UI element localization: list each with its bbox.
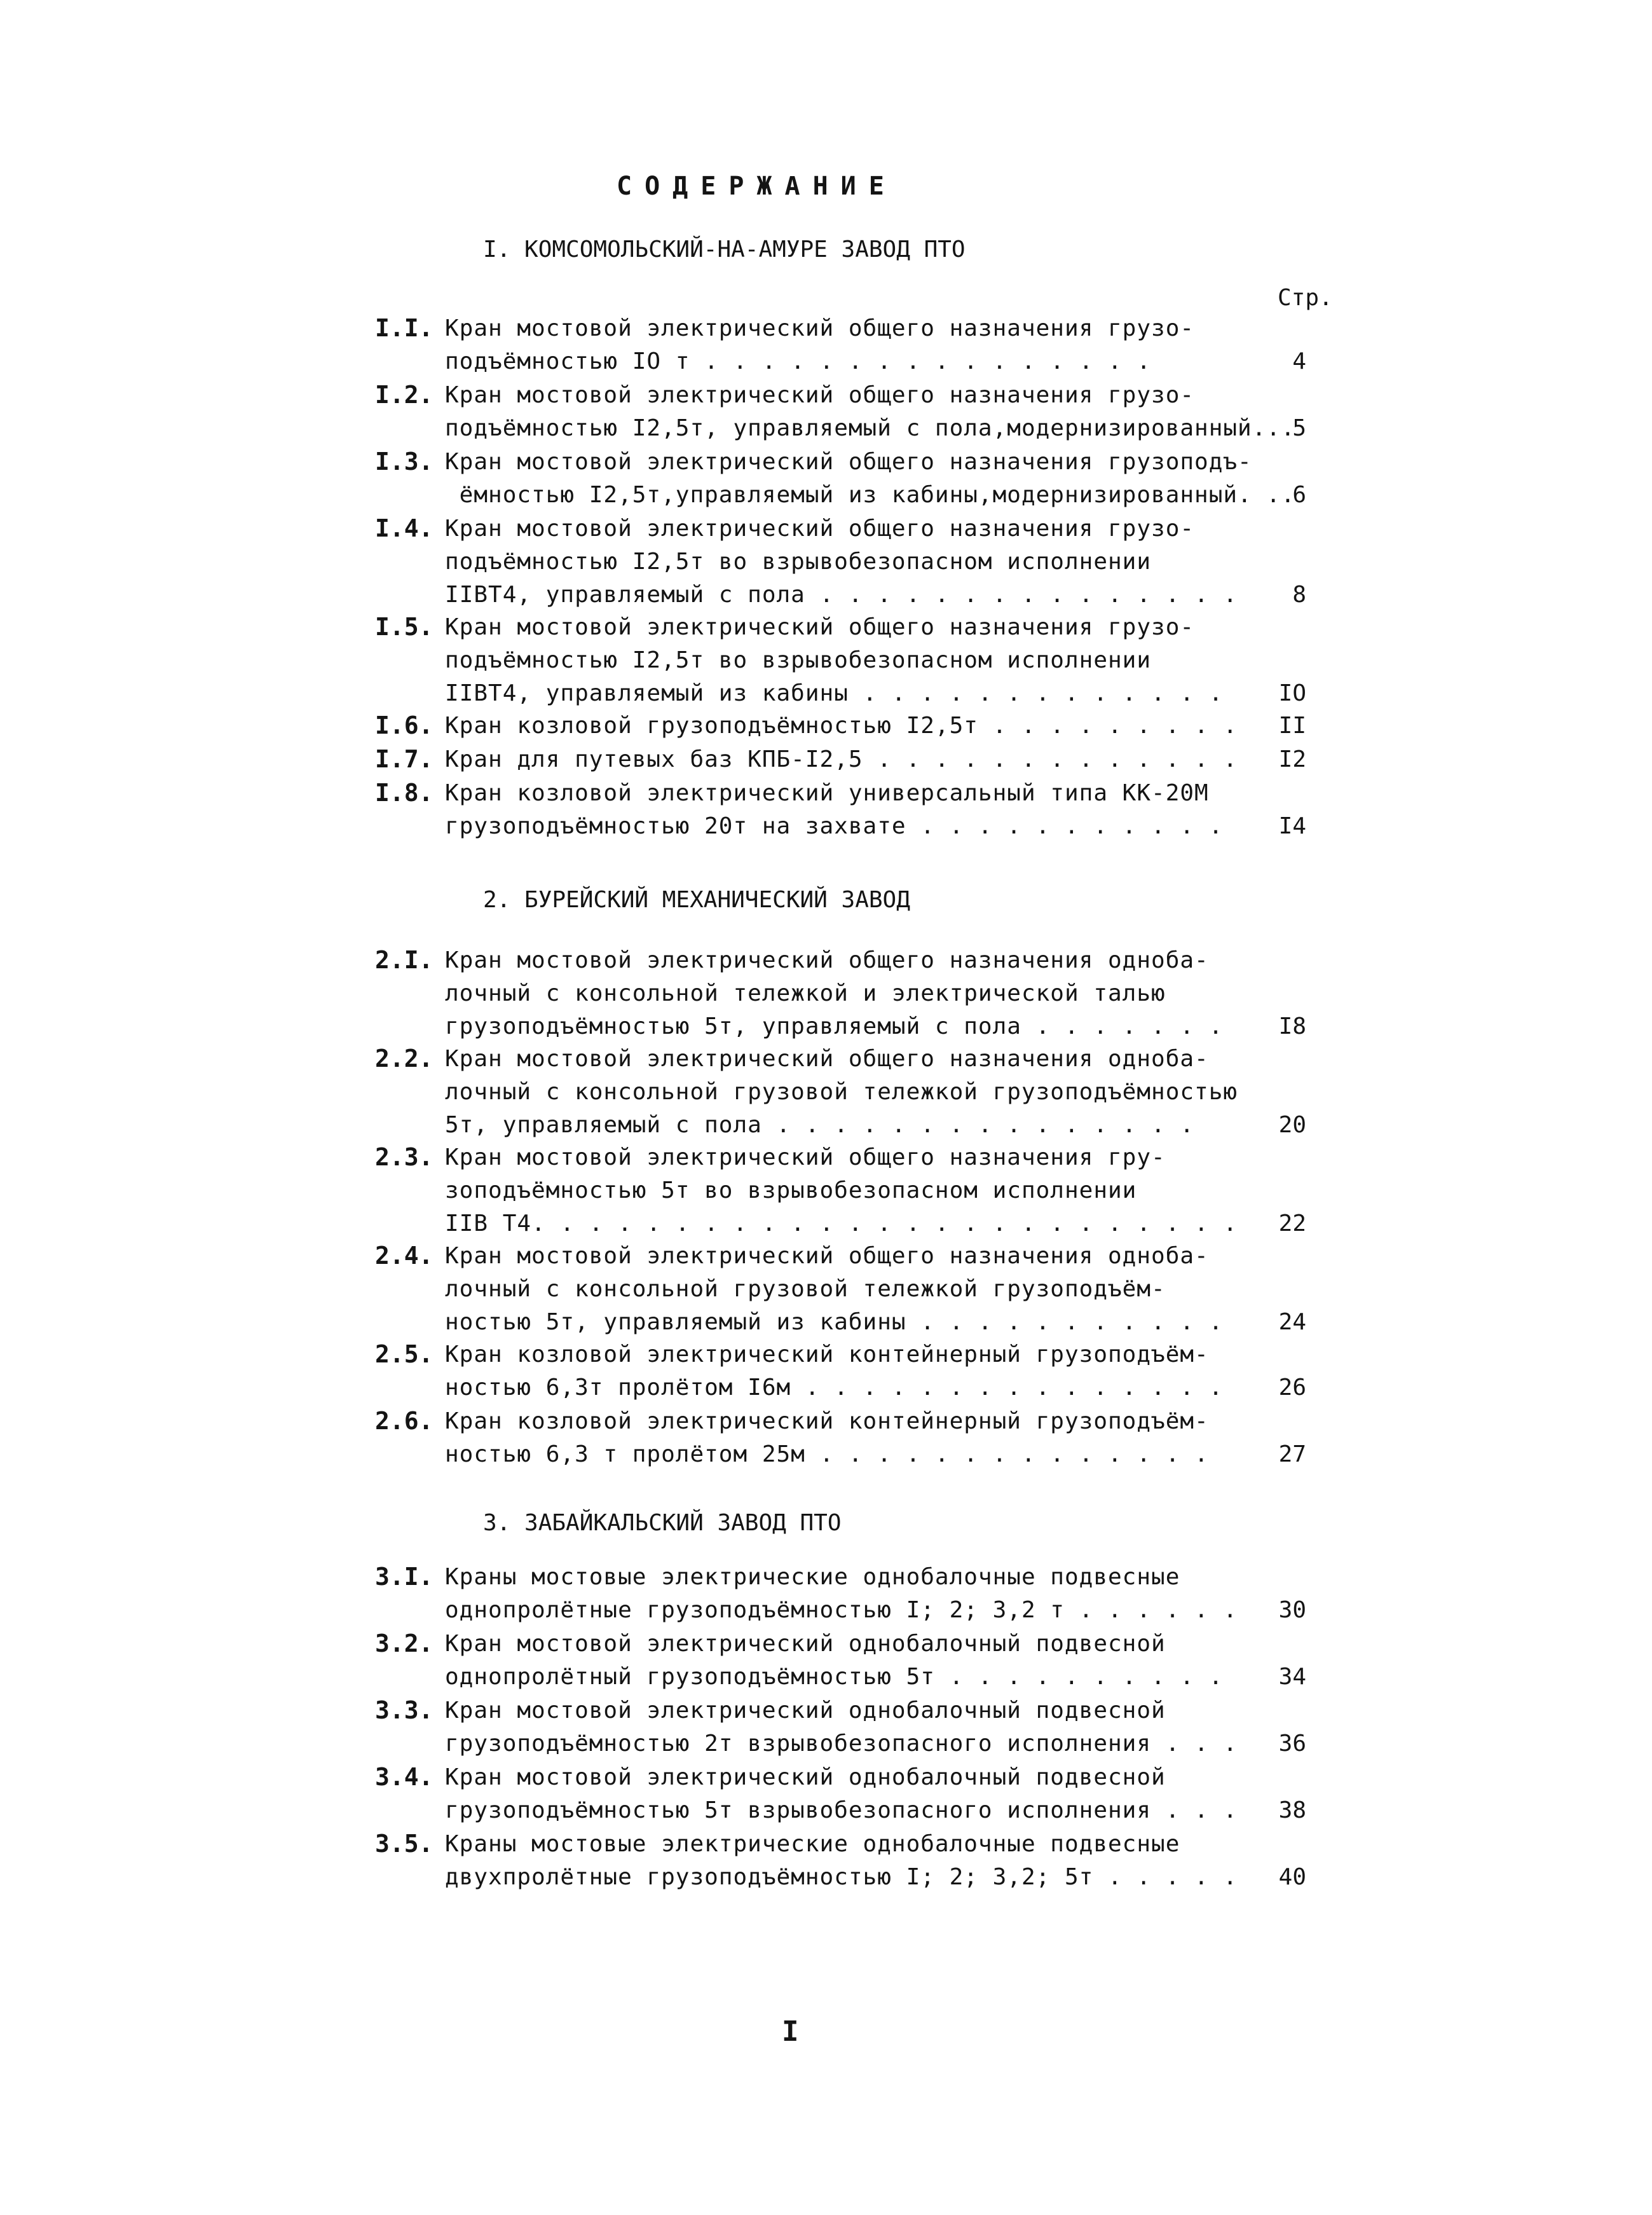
toc-item-text: Кран козловой электрический универсальный типа КК-20М bbox=[445, 780, 1209, 806]
toc-item-page: II bbox=[1278, 713, 1306, 739]
toc-item-text: Кран мостовой электрический общего назначения гру- bbox=[445, 1144, 1166, 1170]
toc-item-text: Кран мостовой электрический общего назначения грузо- bbox=[445, 382, 1195, 408]
toc-item-text: грузоподъёмностью 5т взрывобезопасного исполнения . . . bbox=[445, 1797, 1238, 1823]
toc-item-text: Кран мостовой электрический общего назначения грузо- bbox=[445, 614, 1195, 640]
toc-item-text: однопролётный грузоподъёмностью 5т . . . . . . . . . . bbox=[445, 1664, 1224, 1690]
toc-item-text: ёмностью I2,5т,управляемый из кабины,модернизированный. .. bbox=[445, 482, 1295, 508]
toc-item-number: 2.3. bbox=[375, 1143, 433, 1171]
toc-item-text: лочный с консольной грузовой тележкой грузоподъёмностью bbox=[445, 1079, 1238, 1105]
toc-item-page: I2 bbox=[1278, 746, 1306, 772]
toc-item-text: ностью 6,3т пролётом I6м . . . . . . . . . . . . . . . bbox=[445, 1375, 1224, 1401]
toc-item-page: 20 bbox=[1278, 1112, 1306, 1138]
toc-item-text: Кран мостовой электрический общего назначения грузо- bbox=[445, 516, 1195, 542]
toc-item-text: Кран мостовой электрический общего назначения грузоподъ- bbox=[445, 449, 1252, 475]
toc-item-text: подъёмностью IO т . . . . . . . . . . . . . . . . bbox=[445, 348, 1152, 374]
toc-item-number: 3.4. bbox=[375, 1763, 433, 1791]
toc-item-page: 26 bbox=[1278, 1375, 1306, 1401]
toc-item-text: ностью 5т, управляемый из кабины . . . . . . . . . . . bbox=[445, 1309, 1224, 1335]
toc-item-text: Кран мостовой электрический однобалочный подвесной bbox=[445, 1631, 1166, 1657]
toc-item-text: IIВ Т4. . . . . . . . . . . . . . . . . . . . . . . . . bbox=[445, 1210, 1238, 1237]
toc-item-text: Кран козловой грузоподъёмностью I2,5т . . . . . . . . . bbox=[445, 713, 1238, 739]
toc-item-text: Кран мостовой электрический общего назначения однобa- bbox=[445, 1243, 1209, 1269]
toc-item-number: 3.2. bbox=[375, 1629, 433, 1657]
toc-item-page: 5 bbox=[1292, 415, 1306, 441]
toc-item-text: Кран мостовой электрический однобалочный подвесной bbox=[445, 1764, 1166, 1790]
toc-item-number: 2.2. bbox=[375, 1045, 433, 1073]
toc-item-page: IO bbox=[1278, 680, 1306, 706]
toc-item-text: лочный с консольной тележкой и электрической талью bbox=[445, 980, 1166, 1006]
toc-item-text: грузоподъёмностью 5т, управляемый с пола . . . . . . . bbox=[445, 1013, 1224, 1039]
toc-item-number: 3.3. bbox=[375, 1696, 433, 1724]
toc-item-text: IIВТ4, управляемый с пола . . . . . . . . . . . . . . . bbox=[445, 582, 1238, 608]
toc-item-text: подъёмностью I2,5т, управляемый с пола,модернизированный... bbox=[445, 415, 1295, 441]
toc-item-page: 22 bbox=[1278, 1210, 1306, 1237]
toc-item-text: Кран мостовой электрический однобалочный подвесной bbox=[445, 1697, 1166, 1724]
page-title: СОДЕРЖАНИЕ bbox=[617, 172, 897, 201]
section-heading: 2. БУРЕЙСКИЙ МЕХАНИЧЕСКИЙ ЗАВОД bbox=[483, 887, 910, 913]
toc-item-page: I4 bbox=[1278, 813, 1306, 839]
toc-item-page: 8 bbox=[1292, 582, 1306, 608]
toc-item-page: 40 bbox=[1278, 1864, 1306, 1890]
toc-item-number: I.3. bbox=[375, 448, 433, 476]
toc-item-page: 38 bbox=[1278, 1797, 1306, 1823]
toc-item-text: Кран мостовой электрический общего назначения грузо- bbox=[445, 315, 1195, 341]
toc-item-number: 3.I. bbox=[375, 1563, 433, 1591]
toc-item-text: зоподъёмностью 5т во взрывобезопасном исполнении bbox=[445, 1177, 1137, 1204]
toc-item-text: подъёмностью I2,5т во взрывобезопасном исполнении bbox=[445, 647, 1152, 673]
section-heading: 3. ЗАБАЙКАЛЬСКИЙ ЗАВОД ПТО bbox=[483, 1510, 842, 1536]
toc-item-text: ностью 6,3 т пролётом 25м . . . . . . . . . . . . . . bbox=[445, 1441, 1209, 1467]
toc-item-page: 6 bbox=[1292, 482, 1306, 508]
toc-item-page: 34 bbox=[1278, 1664, 1306, 1690]
toc-item-text: Кран для путевых баз КПБ-I2,5 . . . . . . . . . . . . . bbox=[445, 746, 1238, 772]
toc-item-page: 36 bbox=[1278, 1731, 1306, 1757]
toc-item-text: IIВТ4, управляемый из кабины . . . . . . . . . . . . . bbox=[445, 680, 1224, 706]
toc-item-number: I.7. bbox=[375, 745, 433, 773]
toc-item-number: 2.I. bbox=[375, 946, 433, 974]
toc-item-number: I.5. bbox=[375, 613, 433, 641]
toc-item-text: однопролётные грузоподъёмностью I; 2; 3,2 т . . . . . . bbox=[445, 1597, 1238, 1623]
toc-item-text: Кран мостовой электрический общего назначения однобa- bbox=[445, 947, 1209, 973]
toc-item-text: лочный с консольной грузовой тележкой грузоподъём- bbox=[445, 1276, 1166, 1302]
toc-item-page: 24 bbox=[1278, 1309, 1306, 1335]
toc-item-page: I8 bbox=[1278, 1013, 1306, 1039]
toc-item-text: Краны мостовые электрические однобалочные подвесные bbox=[445, 1564, 1180, 1590]
section-heading: I. КОМСОМОЛЬСКИЙ-НА-АМУРЕ ЗАВОД ПТО bbox=[483, 237, 966, 263]
toc-item-text: Кран козловой электрический контейнерный грузоподъём- bbox=[445, 1408, 1209, 1434]
toc-item-number: 2.6. bbox=[375, 1407, 433, 1435]
toc-item-text: подъёмностью I2,5т во взрывобезопасном исполнении bbox=[445, 549, 1152, 575]
toc-item-page: 4 bbox=[1292, 348, 1306, 374]
toc-item-text: грузоподъёмностью 20т на захвате . . . . . . . . . . . bbox=[445, 813, 1224, 839]
toc-item-number: I.I. bbox=[375, 314, 433, 342]
toc-item-number: 3.5. bbox=[375, 1830, 433, 1858]
page-column-label: Стр. bbox=[1278, 285, 1333, 311]
toc-item-number: 2.4. bbox=[375, 1242, 433, 1270]
toc-item-number: I.4. bbox=[375, 514, 433, 542]
toc-item-page: 30 bbox=[1278, 1597, 1306, 1623]
toc-item-text: двухпролётные грузоподъёмностью I; 2; 3,2; 5т . . . . . bbox=[445, 1864, 1238, 1890]
toc-item-text: грузоподъёмностью 2т взрывобезопасного исполнения . . . bbox=[445, 1731, 1238, 1757]
toc-item-page: 27 bbox=[1278, 1441, 1306, 1467]
toc-item-number: I.8. bbox=[375, 779, 433, 807]
toc-item-text: 5т, управляемый с пола . . . . . . . . . . . . . . . bbox=[445, 1112, 1195, 1138]
toc-item-text: Кран козловой электрический контейнерный грузоподъём- bbox=[445, 1341, 1209, 1368]
toc-item-text: Краны мостовые электрические однобалочные подвесные bbox=[445, 1831, 1180, 1857]
toc-item-number: I.2. bbox=[375, 381, 433, 409]
toc-item-text: Кран мостовой электрический общего назначения однобa- bbox=[445, 1046, 1209, 1072]
toc-item-number: 2.5. bbox=[375, 1340, 433, 1368]
footer-page-number: I bbox=[782, 2015, 799, 2048]
toc-item-number: I.6. bbox=[375, 711, 433, 739]
